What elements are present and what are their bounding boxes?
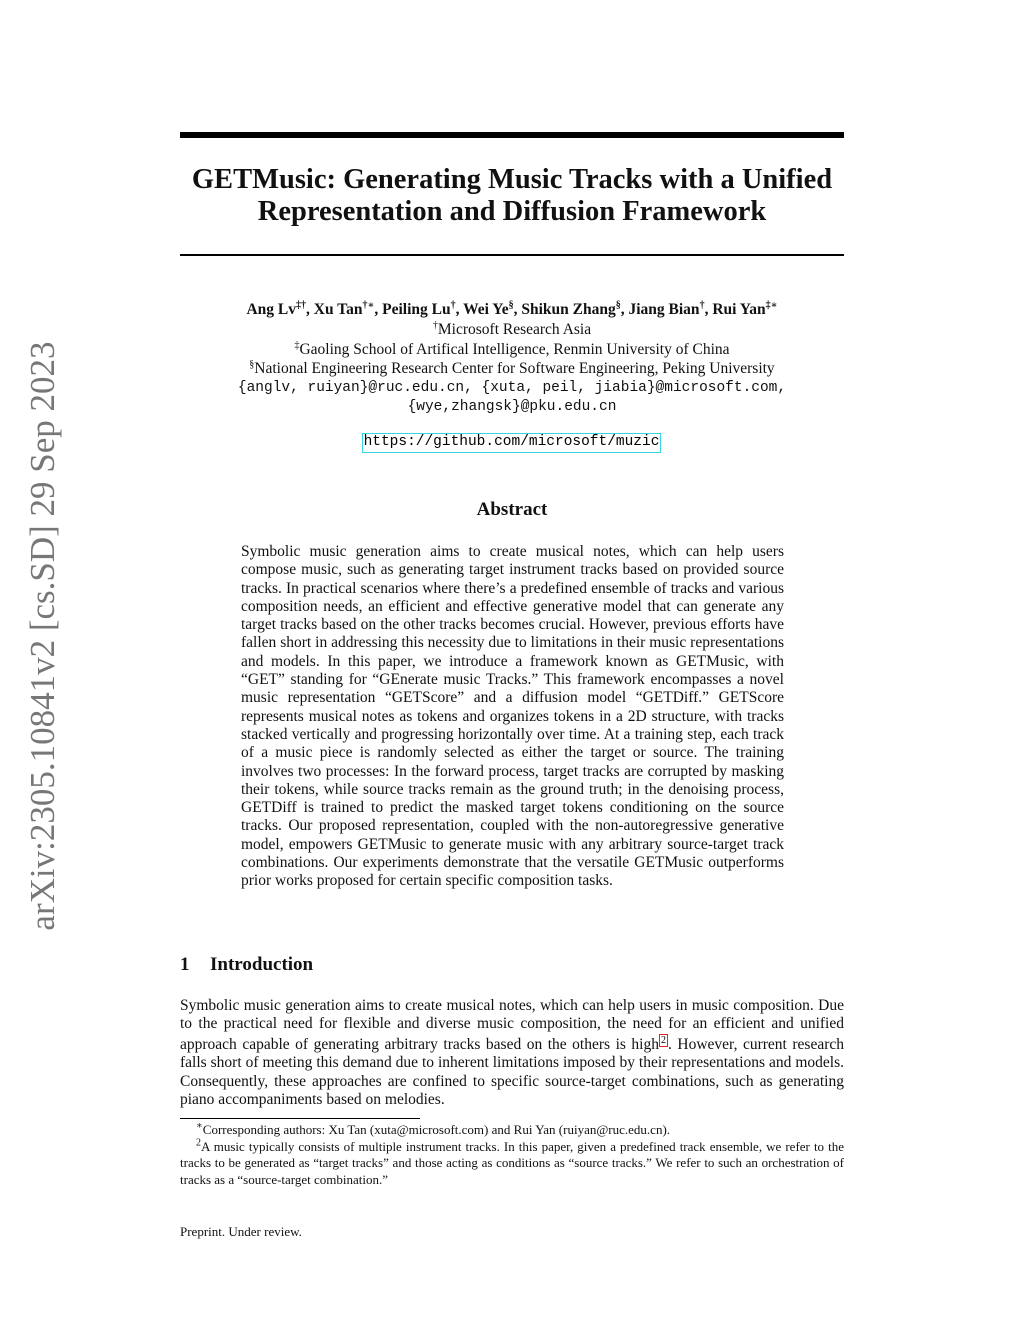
abstract-heading: Abstract [476,499,548,520]
author-name: Ang Lv [246,301,297,318]
title-bottom-rule [180,254,844,256]
affiliation [180,320,844,340]
author-affil-mark: †∗ [362,299,375,311]
author-affil-mark: § [615,299,621,311]
code-repository-link[interactable]: https://github.com/microsoft/muzic [362,433,661,453]
footnote-reference-link[interactable]: 2 [661,1034,666,1046]
footnote-text: Corresponding authors: Xu Tan (xuta@microsoft.com) and Rui Yan (ruiyan@ruc.edu.cn). [202,1122,671,1137]
footnote-mark: ∗ [196,1120,203,1132]
intro-text-part-2: . However, current research falls short of meeting this demand due to inherent limitations imposed by their representations and models. Consequently, these approaches are confined to specific source-target combinations, such as generating piano accompaniments based on melodies. [180,1035,844,1109]
title-top-rule [180,132,844,138]
author-affil-mark: ‡∗ [765,299,778,311]
section-number: 1 [180,954,190,975]
arxiv-sidebar-stamp: arXiv:2305.10841v2 [cs.SD] 29 Sep 2023 [23,341,62,931]
author-affil-mark: † [699,299,705,311]
page-footer: Preprint. Under review. [180,1224,302,1239]
footnotes [180,1122,844,1188]
author-affil-mark: ‡† [296,299,307,311]
section-heading-introduction [180,954,313,976]
author-name: Rui Yan [712,301,766,318]
footnote-text: A music typically consists of multiple instrument tracks. In this paper, given a predefined track ensemble, we refer to the tracks to be generated as “target tracks” and those acting as conditions as “source tracks.” We refer to such an orchestration of tracks as a “source-target combination.” [180,1138,844,1187]
affiliation-mark: § [249,358,255,370]
author-block [180,300,844,417]
intro-text-part-1: Symbolic music generation aims to create musical notes, which can help users in music composition. Due to the practical need for flexible and diverse music composition, the need for an efficient and unified approach capable of generating arbitrary tracks based on the others is high [180,997,844,1053]
section-title: Introduction [210,954,314,975]
affiliation-text: National Engineering Research Center for Software Engineering, Peking University [254,360,775,377]
author-list: Ang Lv‡†, Xu Tan†∗, Peiling Lu†, Wei Ye§, Shikun Zhang§, Jiang Bian†, Rui Yan‡∗ [246,299,778,318]
footnote-mark: 2 [196,1137,201,1149]
footnote-corresponding-authors [180,1122,844,1139]
title-line-1: GETMusic: Generating Music Tracks with a Unified [191,164,833,195]
paper-title [180,164,844,228]
author-emails-line-1: {anglv, ruiyan}@ruc.edu.cn, {xuta, peil, jiabia}@microsoft.com, [237,379,787,396]
footnote-separator [180,1118,420,1119]
author-name: Peiling Lu [382,301,451,318]
affiliation-text: Gaoling School of Artifical Intelligence, Renmin University of China [299,340,730,358]
affiliation [180,359,844,379]
author-name: Xu Tan [313,301,363,318]
affiliation-text: Microsoft Research Asia [437,321,592,338]
title-line-2: Representation and Diffusion Framework [257,196,767,227]
footnote-music-tracks [180,1139,844,1189]
author-name: Wei Ye [463,301,509,318]
abstract-body: Symbolic music generation aims to create musical notes, which can help users compose music, such as generating target instrument tracks based on provided source tracks. In practical scenarios where there’s a predefined ensemble of tracks and various composition needs, an efficient and effective generative model that can generate any target tracks based on the other tracks becomes crucial. However, previous efforts have fallen short in addressing this necessity due to limitations in their music representations and models. In this paper, we introduce a framework known as GETMusic, with “GET” standing for “GEnerate music Tracks.” This framework encompasses a novel music representation “GETScore” and a diffusion model “GETDiff.” GETScore represents musical notes as tokens and organizes tokens in a 2D structure, with tracks stacked vertically and progressing horizontally over time. At a training step, each track of a music piece is randomly selected as either the target or source. The training involves two processes: In the forward process, target tracks are corrupted by masking their tokens, while source tracks remain as the ground truth; in the denoising process, GETDiff is trained to predict the masked target tokens conditioning on the source tracks. Our proposed representation, coupled with the non-autoregressive generative model, empowers GETMusic to generate music with any arbitrary source-target track combinations. Our experiments demonstrate that the versatile GETMusic outperforms prior works proposed for certain specific composition tasks. [241,543,784,890]
author-name: Shikun Zhang [521,301,616,318]
affiliation-mark: † [432,319,438,331]
author-affil-mark: § [508,299,514,311]
author-affil-mark: † [450,299,456,311]
introduction-paragraph [180,997,844,1110]
author-emails-line-2: {wye,zhangsk}@pku.edu.cn [407,398,617,415]
affiliation-mark: ‡ [294,339,300,351]
affiliation [180,340,844,360]
author-name: Jiang Bian [628,301,700,318]
